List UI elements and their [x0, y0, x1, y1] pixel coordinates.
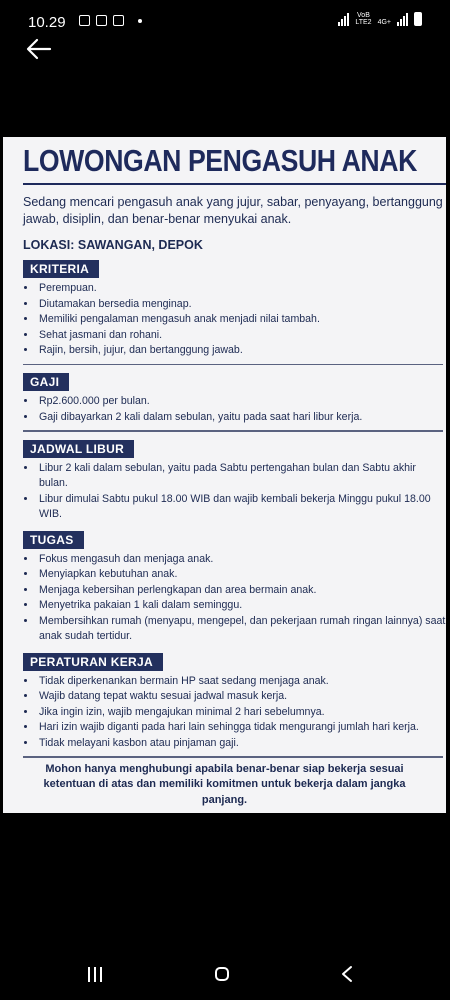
network-label: VoB LTE2 — [355, 12, 372, 26]
section-jadwal-libur — [23, 440, 446, 523]
shop-icon-2 — [113, 15, 124, 26]
job-poster-image — [3, 137, 446, 813]
list-item: • Tidak melayani kasbon atau pinjaman gaji. — [37, 736, 446, 752]
section-divider — [23, 430, 443, 432]
battery-icon — [414, 12, 422, 26]
list-item: • Menjaga kebersihan perlengkapan dan area bermain anak. — [37, 583, 446, 599]
list-item: • Rajin, bersih, jujur, dan bertanggung jawab. — [37, 343, 446, 359]
list-item: • Libur dimulai Sabtu pukul 18.00 WIB dan wajib kembali bekerja Minggu pukul 18.00 WIB. — [37, 492, 446, 523]
section-heading: KRITERIA — [23, 260, 99, 278]
list-item: • Membersihkan rumah (menyapu, mengepel, dan pekerjaan rumah ringan lainnya) saat anak sudah tertidur. — [37, 614, 446, 645]
list-item: • Menyetrika pakaian 1 kali dalam seminggu. — [37, 598, 446, 614]
list-item: • Gaji dibayarkan 2 kali dalam sebulan, yaitu pada saat hari libur kerja. — [37, 410, 446, 426]
recent-apps-icon[interactable] — [88, 967, 102, 982]
shop-icon — [96, 15, 107, 26]
poster-title: LOWONGAN PENGASUH ANAK — [23, 143, 417, 178]
list-item: • Sehat jasmani dan rohani. — [37, 328, 446, 344]
list-item: • Jika ingin izin, wajib mengajukan minimal 2 hari sebelumnya. — [37, 705, 446, 721]
section-kriteria — [23, 260, 446, 365]
list-item: • Libur 2 kali dalam sebulan, yaitu pada Sabtu pertengahan bulan dan Sabtu akhir bulan. — [37, 461, 446, 492]
list-item: • Rp2.600.000 per bulan. — [37, 394, 446, 410]
section-peraturan-kerja — [23, 653, 446, 758]
nav-back-icon[interactable] — [340, 965, 354, 983]
list-item: • Fokus mengasuh dan menjaga anak. — [37, 552, 446, 568]
section-heading: GAJI — [23, 373, 69, 391]
list-item: • Memiliki pengalaman mengasuh anak menjadi nilai tambah. — [37, 312, 446, 328]
list-item: • Hari izin wajib diganti pada hari lain sehingga tidak mengurangi jumlah hari kerja. — [37, 720, 446, 736]
section-tugas — [23, 531, 446, 645]
poster-location: LOKASI: SAWANGAN, DEPOK — [23, 238, 203, 252]
list-item: • Diutamakan bersedia menginap. — [37, 297, 446, 313]
system-icons — [338, 12, 422, 26]
status-time: 10.29 — [28, 14, 66, 31]
title-divider — [23, 183, 446, 185]
list-item: • Perempuan. — [37, 281, 446, 297]
gallery-icon — [79, 15, 90, 26]
closing-note: Mohon hanya menghubungi apabila benar-benar siap bekerja sesuai ketentuan di atas dan memiliki komitmen untuk bekerja dalam jangka panjang. — [43, 762, 406, 806]
back-arrow-icon[interactable] — [26, 38, 52, 60]
network-label-2: 4G+ — [377, 19, 391, 26]
section-heading: JADWAL LIBUR — [23, 440, 134, 458]
home-icon[interactable] — [215, 967, 229, 981]
signal-icon-2 — [397, 12, 408, 26]
section-gaji — [23, 373, 446, 432]
notification-icons — [79, 15, 142, 26]
navigation-bar — [0, 955, 450, 995]
section-heading: TUGAS — [23, 531, 84, 549]
more-notifications-icon — [138, 19, 142, 23]
list-item: • Menyiapkan kebutuhan anak. — [37, 567, 446, 583]
section-divider — [23, 364, 443, 366]
list-item: • Wajib datang tepat waktu sesuai jadwal masuk kerja. — [37, 689, 446, 705]
section-divider — [23, 756, 443, 758]
status-bar — [0, 0, 450, 38]
list-item: • Tidak diperkenankan bermain HP saat sedang menjaga anak. — [37, 674, 446, 690]
signal-icon — [338, 12, 349, 26]
section-heading: PERATURAN KERJA — [23, 653, 163, 671]
poster-intro: Sedang mencari pengasuh anak yang jujur, sabar, penyayang, bertanggung jawab, disiplin, dan benar-benar menyukai anak. — [23, 195, 443, 226]
